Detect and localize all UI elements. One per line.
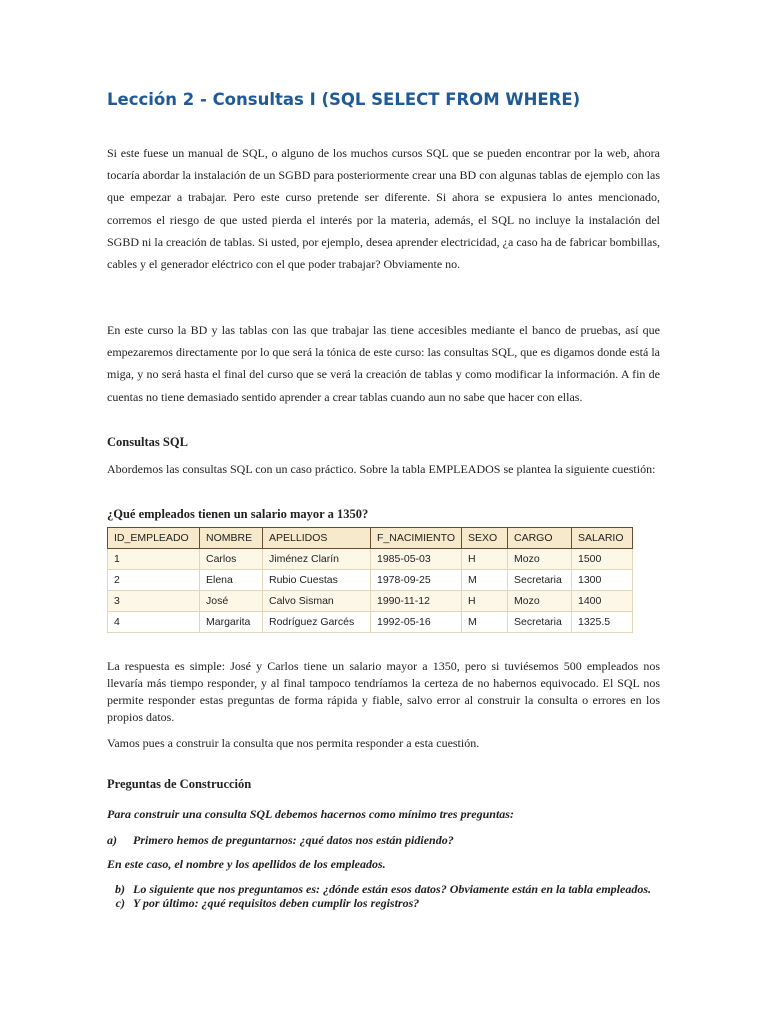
table-cell: 1985-05-03	[371, 549, 462, 570]
table-cell: Mozo	[507, 591, 571, 612]
table-cell: Rodríguez Garcés	[263, 612, 371, 633]
table-cell: 1	[108, 549, 200, 570]
table-row	[108, 591, 633, 612]
next-step-paragraph: Vamos pues a construir la consulta que nos permita responder a esta cuestión.	[107, 736, 480, 750]
question-list	[107, 882, 660, 910]
question-a	[107, 832, 660, 848]
page-title: Lección 2 - Consultas I (SQL SELECT FROM WHERE)	[107, 90, 581, 109]
table-cell: Rubio Cuestas	[263, 570, 371, 591]
table-cell: M	[461, 570, 507, 591]
table-cell: Carlos	[200, 549, 263, 570]
question-b-text: Lo siguiente que nos preguntamos es: ¿dónde están esos datos? Obviamente están en la tabla empleados.	[133, 882, 652, 896]
intro-paragraph-2: En este curso la BD y las tablas con las que trabajar las tiene accesibles mediante el banco de pruebas, así que empezaremos directamente por lo que será la tónica de este curso: las consultas SQL, que es digamos donde está la miga, y no será hasta el final del curso que se verá la creación de tablas y como modificar la información. A fin de cuentas no tiene demasiado sentido aprender a crear tablas cuando aun no sabe que hacer con ellas.	[107, 323, 660, 404]
list-marker: b)	[115, 882, 125, 896]
table-cell: Margarita	[200, 612, 263, 633]
sql-intro-paragraph: Abordemos las consultas SQL con un caso práctico. Sobre la tabla EMPLEADOS se plantea la siguiente cuestión:	[107, 462, 656, 476]
column-header: F_NACIMIENTO	[371, 528, 462, 549]
table-row	[108, 570, 633, 591]
table-cell: Secretaria	[507, 570, 571, 591]
table-cell: H	[461, 591, 507, 612]
answer-paragraph: La respuesta es simple: José y Carlos tiene un salario mayor a 1350, pero si tuviésemos 500 empleados nos llevaría más tiempo responder, y al final tampoco tendríamos la certeza de no habernos equivocado. El SQL nos permite responder estas preguntas de forma rápida y fiable, salvo error al construir la consulta o errores en los propios datos.	[107, 659, 660, 724]
question-c-text: Y por último: ¿qué requisitos deben cumplir los registros?	[133, 896, 420, 910]
table-cell: M	[461, 612, 507, 633]
table-cell: 4	[108, 612, 200, 633]
table-cell: 1978-09-25	[371, 570, 462, 591]
table-row	[108, 612, 633, 633]
question-a-text: Primero hemos de preguntarnos: ¿qué datos nos están pidiendo?	[133, 833, 454, 847]
answer-a: En este caso, el nombre y los apellidos de los empleados.	[107, 857, 386, 871]
table-cell: 1992-05-16	[371, 612, 462, 633]
table-cell: Calvo Sisman	[263, 591, 371, 612]
table-cell: 1500	[571, 549, 632, 570]
table-cell: 1990-11-12	[371, 591, 462, 612]
list-marker: c)	[115, 896, 125, 910]
list-item	[107, 896, 660, 910]
table-cell: 3	[108, 591, 200, 612]
table-cell: Jiménez Clarín	[263, 549, 371, 570]
table-cell: H	[461, 549, 507, 570]
intro-paragraph-1: Si este fuese un manual de SQL, o alguno de los muchos cursos SQL que se pueden encontrar por la web, ahora tocaría abordar la instalación de un SGBD para posteriormente crear una BD con algunas tablas de ejemplo con las que empezar a trabajar. Pero este curso pretende ser diferente. Si ahora se expusiera lo antes mencionado, corremos el riesgo de que usted pierda el interés por la materia, además, el SQL no incluye la instalación del SGBD ni la creación de tablas. Si usted, por ejemplo, desea aprender electricidad, ¿a caso ha de fabricar bombillas, cables y el generador eléctrico con el que poder trabajar? Obviamente no.	[107, 146, 660, 272]
column-header: ID_EMPLEADO	[108, 528, 200, 549]
table-cell: 1325.5	[571, 612, 632, 633]
empleados-table	[107, 527, 633, 633]
table-cell: Mozo	[507, 549, 571, 570]
construccion-intro: Para construir una consulta SQL debemos hacernos como mínimo tres preguntas:	[107, 807, 514, 821]
list-marker: a)	[107, 833, 117, 847]
table-cell: 2	[108, 570, 200, 591]
column-header: NOMBRE	[200, 528, 263, 549]
table-question: ¿Qué empleados tienen un salario mayor a 1350?	[107, 507, 369, 521]
table-cell: Elena	[200, 570, 263, 591]
table-cell: José	[200, 591, 263, 612]
table-cell: 1300	[571, 570, 632, 591]
column-header: CARGO	[507, 528, 571, 549]
section-heading-construccion: Preguntas de Construcción	[107, 777, 252, 791]
column-header: SEXO	[461, 528, 507, 549]
list-item	[107, 882, 660, 896]
column-header: APELLIDOS	[263, 528, 371, 549]
table-cell: 1400	[571, 591, 632, 612]
column-header: SALARIO	[571, 528, 632, 549]
table-row	[108, 549, 633, 570]
table-header-row	[108, 528, 633, 549]
table-cell: Secretaria	[507, 612, 571, 633]
section-heading-consultas-sql: Consultas SQL	[107, 435, 188, 449]
